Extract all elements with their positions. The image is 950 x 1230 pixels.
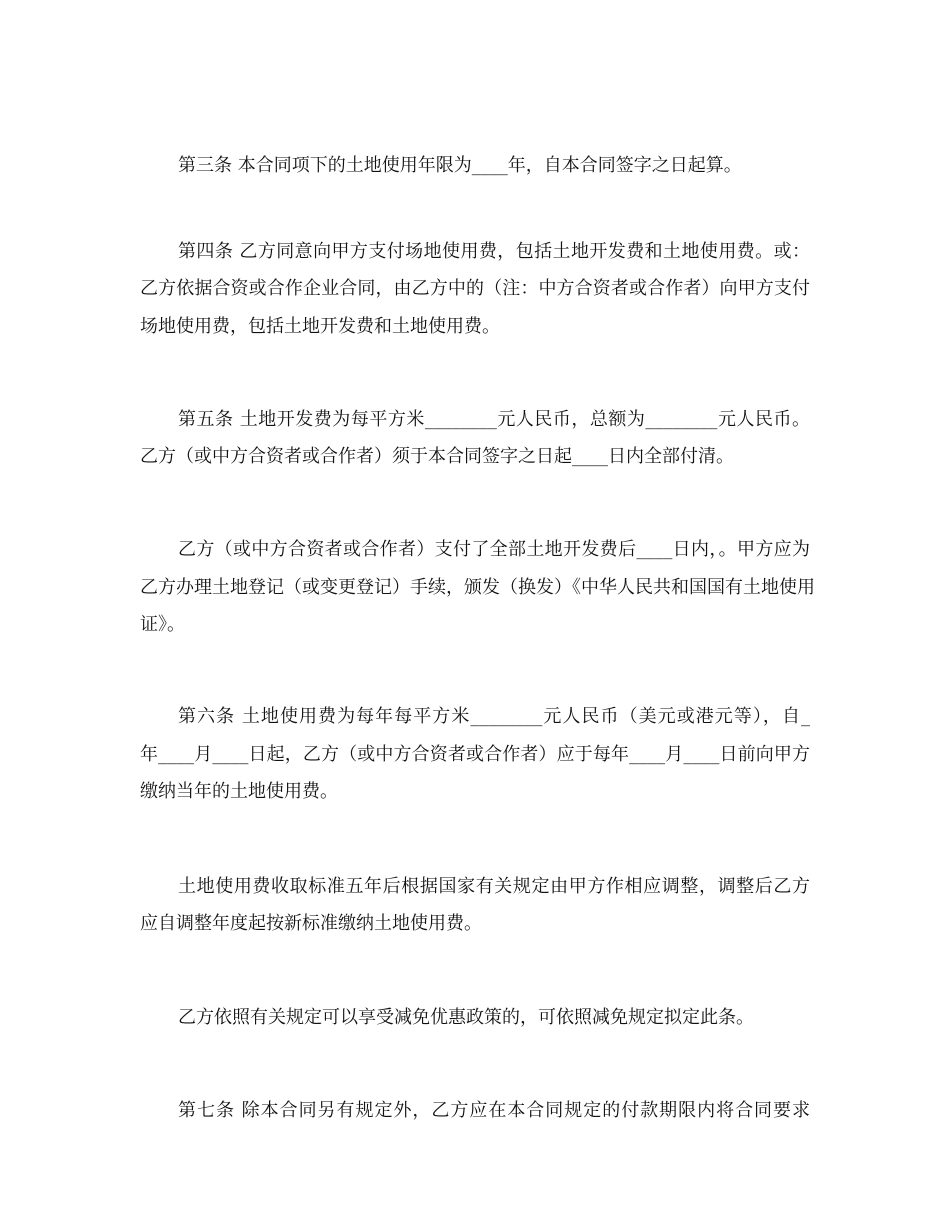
article-7-line-1: 第七条 除本合同另有规定外，乙方应在本合同规定的付款期限内将合同要求: [178, 1100, 810, 1121]
article-5-line-2: 乙方（或中方合资者或合作者）须于本合同签字之日起____日内全部付清。: [140, 446, 734, 467]
exemption-line: 乙方依照有关规定可以享受减免优惠政策的，可依照减免规定拟定此条。: [178, 1007, 754, 1028]
article-3-line-1: 第三条 本合同项下的土地使用年限为____年，自本合同签字之日起算。: [178, 155, 742, 176]
registration-line-1: 乙方（或中方合资者或合作者）支付了全部土地开发费后____日内，。甲方应为: [178, 539, 810, 560]
article-4-line-3: 场地使用费，包括土地开发费和土地使用费。: [140, 316, 500, 337]
article-6-line-1: 第六条 土地使用费为每年每平方米________元人民币（美元或港元等），自_: [178, 706, 810, 727]
fee-adjustment-line-1: 土地使用费收取标准五年后根据国家有关规定由甲方作相应调整，调整后乙方: [178, 876, 810, 897]
registration-line-2: 乙方办理土地登记（或变更登记）手续，颁发（换发）《中华人民共和国国有土地使用: [140, 577, 815, 598]
article-4-line-2: 乙方依据合资或合作企业合同，由乙方中的（注：中方合资者或合作者）向甲方支付: [140, 278, 810, 299]
fee-adjustment-line-2: 应自调整年度起按新标准缴纳土地使用费。: [140, 913, 482, 934]
article-5-line-1: 第五条 土地开发费为每平方米________元人民币，总额为________元人民币。: [178, 409, 810, 430]
article-4-line-1: 第四条 乙方同意向甲方支付场地使用费，包括土地开发费和土地使用费。或：: [178, 241, 810, 262]
article-6-line-2: 年____月____日起，乙方（或中方合资者或合作者）应于每年____月____日前向甲方: [140, 744, 810, 765]
registration-line-3: 证》。: [140, 614, 185, 635]
article-6-line-3: 缴纳当年的土地使用费。: [140, 781, 338, 802]
